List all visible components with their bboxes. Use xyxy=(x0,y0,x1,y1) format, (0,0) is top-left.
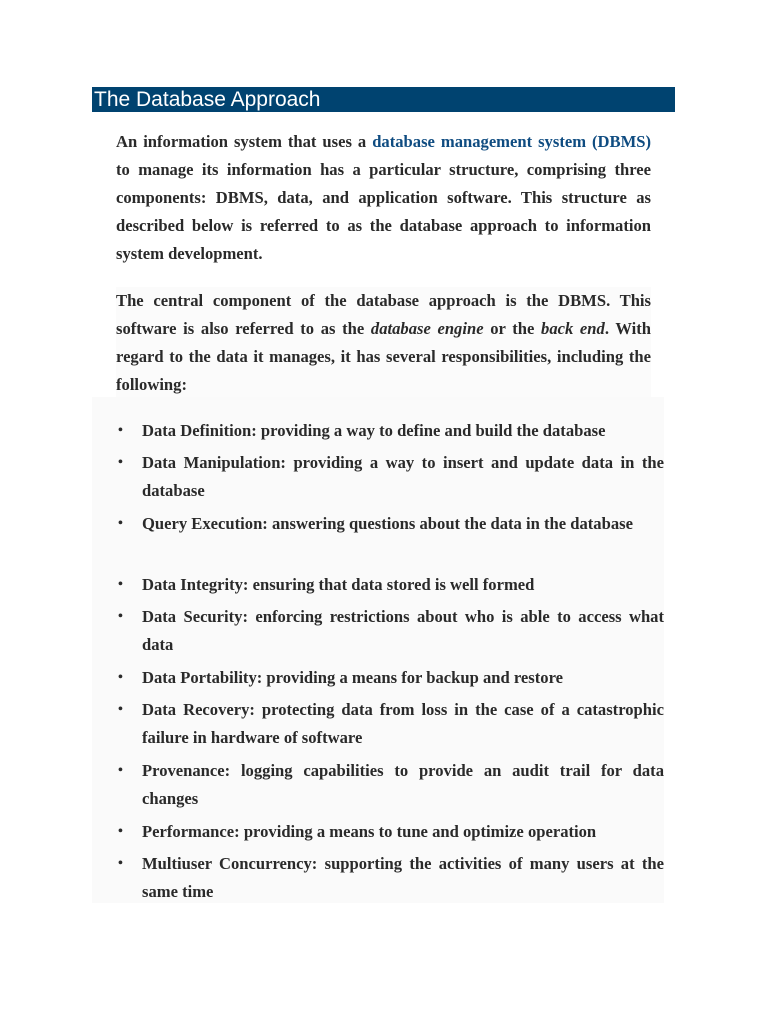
list-item-text xyxy=(142,510,664,538)
responsibility-description: answering questions about the data in the database xyxy=(267,514,633,533)
intro-text-end: to manage its information has a particular structure, comprising three components: DBMS, data, and application software. This structure as described below is referred to as the database approach to information system development. xyxy=(116,160,651,263)
list-item-text xyxy=(142,850,664,906)
list-item-text xyxy=(142,664,664,692)
bullet-icon: • xyxy=(118,577,123,592)
dbms-text-2: or the xyxy=(483,319,542,338)
bullet-icon: • xyxy=(118,856,123,871)
responsibility-term: Multiuser Concurrency: xyxy=(142,854,318,873)
responsibility-term: Performance: xyxy=(142,822,240,841)
responsibility-term: Data Security: xyxy=(142,607,248,626)
list-item xyxy=(92,449,664,505)
dbms-text-3: . With regard to the data it manages, it has several responsibilities, including the following: xyxy=(116,319,651,394)
responsibility-term: Data Manipulation: xyxy=(142,453,286,472)
bullet-icon: • xyxy=(118,824,123,839)
responsibility-description: providing a way to define and build the database xyxy=(256,421,606,440)
bullet-icon: • xyxy=(118,763,123,778)
responsibility-description: providing a way to insert and update data in the database xyxy=(142,453,664,500)
database-engine-term: database engine xyxy=(370,319,484,338)
list-item xyxy=(92,818,664,846)
responsibility-description: providing a means to tune and optimize operation xyxy=(239,822,597,841)
responsibilities-list xyxy=(92,397,664,903)
dbms-text-1: The central component of the database approach is the DBMS. This software is also referred to as the xyxy=(116,291,651,338)
responsibility-term: Provenance: xyxy=(142,761,231,780)
list-item-text xyxy=(142,449,664,505)
responsibility-description: providing a means for backup and restore xyxy=(262,668,564,687)
dbms-link[interactable]: database management system (DBMS) xyxy=(372,132,651,151)
responsibility-description: ensuring that data stored is well formed xyxy=(248,575,535,594)
list-item xyxy=(92,696,664,752)
list-item xyxy=(92,850,664,906)
intro-paragraph xyxy=(116,128,651,268)
responsibility-description: protecting data from loss in the case of a catastrophic failure in hardware of software xyxy=(142,700,664,747)
responsibility-term: Data Definition: xyxy=(142,421,257,440)
bullet-icon: • xyxy=(118,702,123,717)
dbms-paragraph xyxy=(116,287,651,399)
responsibility-term: Data Portability: xyxy=(142,668,263,687)
bullet-icon: • xyxy=(118,423,123,438)
list-item xyxy=(92,571,664,599)
bullet-icon: • xyxy=(118,516,123,531)
responsibility-description: logging capabilities to provide an audit trail for data changes xyxy=(142,761,664,808)
list-item-text xyxy=(142,603,664,659)
responsibility-term: Query Execution: xyxy=(142,514,268,533)
list-item-text xyxy=(142,818,664,846)
bullet-icon: • xyxy=(118,670,123,685)
responsibility-description: enforcing restrictions about who is able to access what data xyxy=(142,607,665,654)
list-item-text xyxy=(142,757,664,813)
intro-text-start: An information system that uses a xyxy=(116,132,373,151)
responsibility-term: Data Recovery: xyxy=(142,700,255,719)
responsibility-term: Data Integrity: xyxy=(142,575,249,594)
list-item xyxy=(92,603,664,659)
list-item xyxy=(92,510,664,538)
responsibility-description: supporting the activities of many users at the same time xyxy=(142,854,664,901)
list-item xyxy=(92,664,664,692)
page-title: The Database Approach xyxy=(92,87,675,112)
list-item xyxy=(92,757,664,813)
list-item xyxy=(92,417,664,445)
back-end-term: back end xyxy=(541,319,605,338)
list-item-text xyxy=(142,696,664,752)
list-item-text xyxy=(142,571,664,599)
bullet-icon: • xyxy=(118,609,123,624)
list-item-text xyxy=(142,417,664,445)
bullet-icon: • xyxy=(118,455,123,470)
